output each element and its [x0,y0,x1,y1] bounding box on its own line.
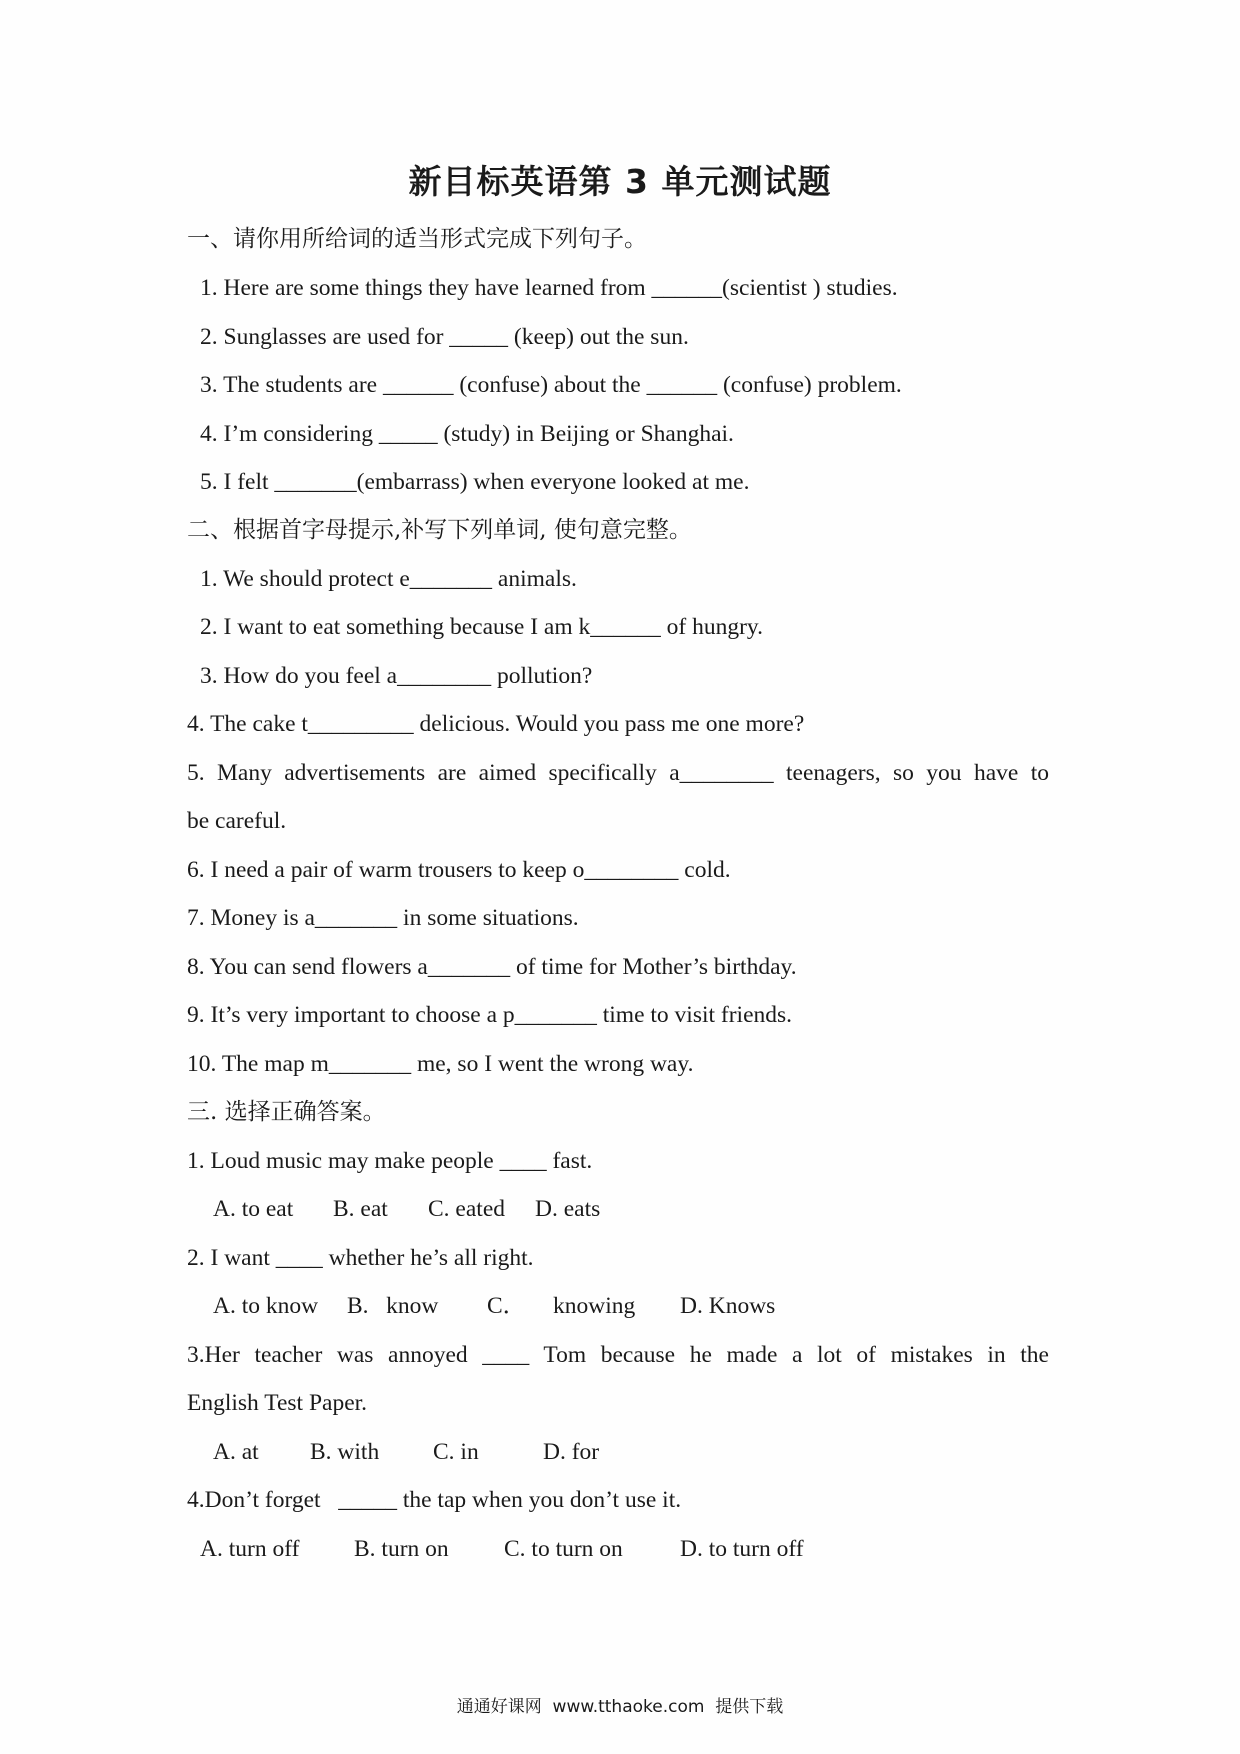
s3-q1-option-c: C. eated [428,1196,505,1222]
s1-item-1: 1. Here are some things they have learned from ______(scientist ) studies. [200,275,898,301]
s3-q2-option-b: B. know [347,1293,439,1319]
s3-q3-option-c: C. in [433,1439,479,1465]
s3-q4-option-b: B. turn on [354,1536,449,1562]
section-2-heading: 二、根据首字母提示,补写下列单词, 使句意完整。 [187,517,692,543]
s3-q1-option-d: D. eats [535,1196,601,1222]
s3-question-1: 1. Loud music may make people ____ fast. [187,1148,593,1174]
s2-item-1: 1. We should protect e_______ animals. [200,566,577,592]
s2-item-5-cont: be careful. [187,808,287,834]
s3-question-3-cont: English Test Paper. [187,1390,368,1416]
s1-item-2: 2. Sunglasses are used for _____ (keep) out the sun. [200,324,689,350]
section-1-heading: 一、请你用所给词的适当形式完成下列句子。 [187,226,647,252]
s3-q4-option-d: D. to turn off [680,1536,804,1562]
s3-q3-option-d: D. for [543,1439,600,1465]
s3-q4-options [200,1534,804,1564]
s2-item-2: 2. I want to eat something because I am k______ of hungry. [200,614,763,640]
s1-item-5: 5. I felt _______(embarrass) when everyone looked at me. [200,469,750,495]
s3-q2-options [213,1291,775,1321]
s2-item-3: 3. How do you feel a________ pollution? [200,663,593,689]
s3-q2-option-c: C． [487,1293,527,1319]
s1-item-4: 4. I’m considering _____ (study) in Beijing or Shanghai. [200,421,734,447]
s2-item-7: 7. Money is a_______ in some situations. [187,905,579,931]
s3-question-2: 2. I want ____ whether he’s all right. [187,1245,534,1271]
s2-item-5: 5. Many advertisements are aimed specifically a________ teenagers, so you have to [187,760,1049,786]
s3-q2-option-d: D. Knows [680,1293,776,1319]
section-3-heading: 三. 选择正确答案。 [187,1099,386,1125]
s2-item-6: 6. I need a pair of warm trousers to keep o________ cold. [187,857,731,883]
s3-q1-options [213,1194,600,1224]
s3-q4-option-c: C. to turn on [504,1536,623,1562]
page-title: 新目标英语第 3 单元测试题 [408,162,832,201]
s3-q3-option-b: B. with [310,1439,380,1465]
s3-q3-option-a: A. at [213,1439,259,1465]
s1-item-3: 3. The students are ______ (confuse) about the ______ (confuse) problem. [200,372,902,398]
s3-question-4: 4.Don’t forget _____ the tap when you don’t use it. [187,1487,682,1513]
s3-q3-options [213,1437,599,1467]
s2-item-9: 9. It’s very important to choose a p_______ time to visit friends. [187,1002,793,1028]
s2-item-8: 8. You can send flowers a_______ of time for Mother’s birthday. [187,954,797,980]
s3-question-3: 3.Her teacher was annoyed ____ Tom because he made a lot of mistakes in the [187,1342,1049,1368]
s3-q1-option-a: A. to eat [213,1196,294,1222]
page-footer: 通通好课网 www.tthaoke.com 提供下载 [456,1697,784,1717]
s3-q2-option-c-text: knowing [553,1293,636,1319]
s2-item-4: 4. The cake t_________ delicious. Would you pass me one more? [187,711,805,737]
s3-q1-option-b: B. eat [333,1196,388,1222]
s2-item-10: 10. The map m_______ me, so I went the wrong way. [187,1051,694,1077]
s3-q2-option-a: A. to know [213,1293,319,1319]
s3-q4-option-a: A. turn off [200,1536,300,1562]
